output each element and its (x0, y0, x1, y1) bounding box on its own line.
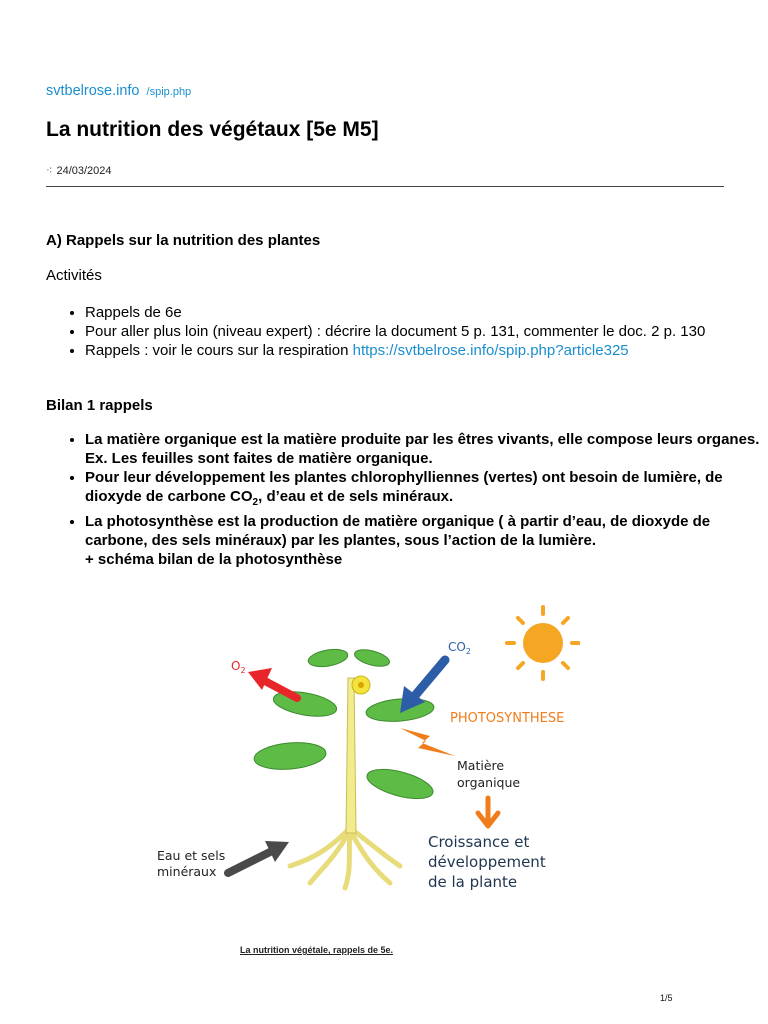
activities-label: Activités (46, 267, 102, 284)
photosynthesis-diagram (100, 598, 580, 898)
page-title: La nutrition des végétaux [5e M5] (46, 118, 379, 141)
page-number: 1/5 (660, 993, 673, 1003)
site-path: /spip.php (146, 86, 192, 98)
list-item (85, 512, 763, 569)
bilan-heading: Bilan 1 rappels (46, 397, 153, 414)
list-item: • La matière organique est la matière produite par les êtres vivants, elle compose leurs organes. Ex. Les feuilles sont faites de matière organique. (85, 430, 763, 468)
flower (352, 676, 370, 694)
matiere-label: Matière organique (457, 758, 521, 790)
down-arrow-icon (478, 798, 498, 826)
water-arrow (228, 841, 289, 873)
croissance-label: Croissance et développement de la plante (428, 833, 546, 891)
plant-leaves (253, 647, 436, 805)
section-heading: A) Rappels sur la nutrition des plantes (46, 232, 321, 249)
activities-list (46, 303, 763, 360)
list-item-text: Pour leur développement les plantes chlorophylliennes (vertes) ont besoin de lumière, de dioxyde de carbone CO (85, 469, 723, 505)
list-item (85, 341, 763, 360)
list-item: • Pour aller plus loin (niveau expert) : décrire la document 5 p. 131, commenter le doc. 2 p. 130 (85, 322, 763, 341)
date-separator-icon: ⁖ (46, 165, 53, 177)
list-item-text: , d’eau et de sels minéraux. (258, 488, 454, 505)
figure-caption: La nutrition végétale, rappels de 5e. (240, 945, 394, 955)
list-item: • Rappels de 6e (85, 303, 763, 322)
list-item-text: Rappels : voir le cours sur la respiration (85, 342, 353, 359)
plant-stem (346, 678, 356, 833)
subscript: 2 (252, 497, 259, 508)
sun-icon (507, 607, 579, 679)
publish-date (46, 164, 112, 177)
breadcrumb (46, 83, 191, 99)
bilan-list (46, 430, 763, 569)
roots (290, 828, 400, 888)
photosynthese-label: PHOTOSYNTHESE (450, 711, 565, 726)
respiration-link[interactable]: https://svtbelrose.info/spip.php?article325 (352, 342, 629, 359)
site-link[interactable]: svtbelrose.info (46, 83, 140, 99)
o2-arrow (248, 668, 297, 698)
date-text: 24/03/2024 (56, 165, 112, 177)
o2-label: $O_2$ (231, 659, 246, 675)
co2-label: $CO_2$ (448, 640, 471, 656)
lightning-icon (400, 728, 455, 756)
schema-note: + schéma bilan de la photosynthèse (85, 551, 343, 568)
header-divider (46, 186, 724, 187)
eau-label: Eau et sels minéraux (157, 848, 226, 879)
list-item-text: La photosynthèse est la production de matière organique ( à partir d’eau, de dioxyde de carbone, des sels minéraux) par les plantes, sous l’action de la lumière. (85, 513, 711, 549)
list-item (85, 468, 763, 512)
